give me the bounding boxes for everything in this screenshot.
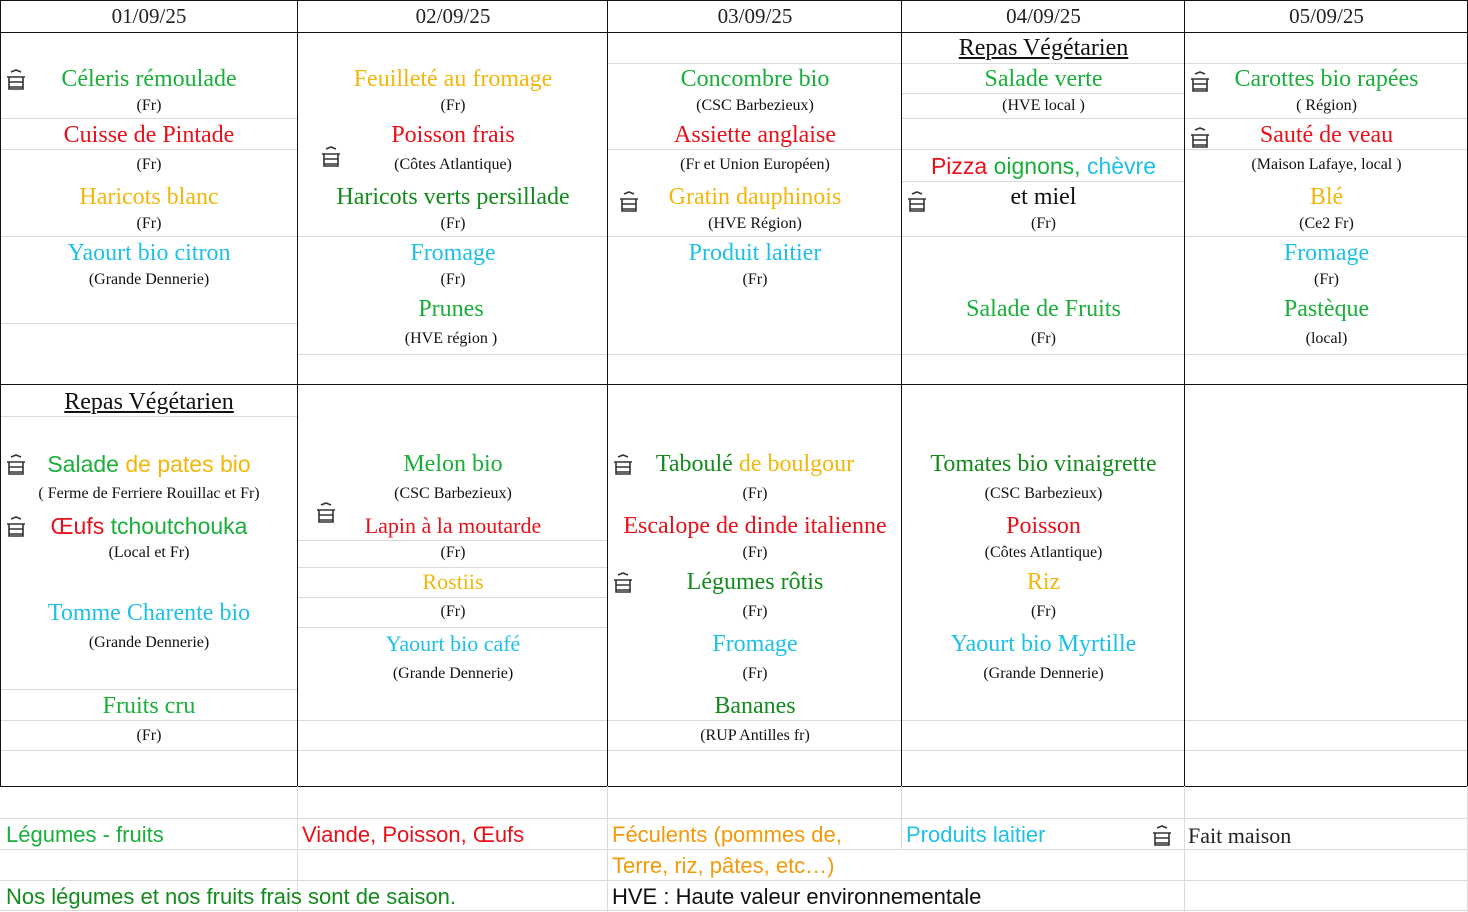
menu-dish: Légumes rôtis bbox=[686, 569, 824, 595]
menu-dish bbox=[0, 511, 298, 541]
date-header: 01/09/25 bbox=[111, 4, 187, 28]
cooking-pot-icon bbox=[1151, 825, 1173, 847]
dish-origin: (Fr) bbox=[1031, 603, 1056, 620]
dish-part-pizza: Pizza bbox=[930, 153, 988, 179]
menu-dish: Produit laitier bbox=[688, 240, 822, 266]
date-header: 05/09/25 bbox=[1289, 4, 1364, 28]
legend-starch-cont: Terre, riz, pâtes, etc…) bbox=[612, 853, 835, 878]
date-header: 03/09/25 bbox=[717, 4, 793, 28]
dish-origin: ( Ferme de Ferriere Rouillac et Fr) bbox=[38, 485, 260, 502]
menu-dish bbox=[608, 449, 902, 479]
dish-origin: (Fr) bbox=[1314, 271, 1339, 288]
dish-origin: (Fr) bbox=[1031, 330, 1056, 347]
dish-origin: (Fr) bbox=[136, 156, 162, 173]
dish-origin: (Grande Dennerie) bbox=[392, 665, 514, 682]
dish-origin: (RUP Antilles fr) bbox=[700, 727, 810, 744]
dish-origin: (Fr) bbox=[1031, 215, 1056, 232]
menu-dish: Fromage bbox=[410, 240, 496, 266]
menu-dish: Melon bio bbox=[403, 451, 503, 477]
menu-dish: Poisson bbox=[1006, 513, 1081, 539]
menu-dish: Bananes bbox=[714, 693, 796, 719]
dish-origin: (local) bbox=[1305, 330, 1348, 347]
dish-origin: (Fr) bbox=[440, 271, 466, 288]
menu-dish: Tomates bio vinaigrette bbox=[930, 451, 1157, 477]
dish-origin: (Fr) bbox=[440, 215, 466, 232]
dish-origin: (Côtes Atlantique) bbox=[394, 156, 512, 173]
season-note: Nos légumes et nos fruits frais sont de saison. bbox=[6, 884, 456, 909]
dish-origin: (CSC Barbezieux) bbox=[696, 97, 814, 114]
legend-starch: Féculents (pommes de, bbox=[612, 822, 842, 847]
menu-dish bbox=[0, 449, 298, 479]
dish-part-pasta: de pates bio bbox=[125, 451, 251, 477]
menu-dish: Prunes bbox=[418, 296, 484, 322]
hve-note: HVE : Haute valeur environnementale bbox=[612, 884, 982, 909]
menu-dish: Salade verte bbox=[984, 66, 1103, 92]
menu-dish: Tomme Charente bio bbox=[47, 600, 251, 626]
legend-meat: Viande, Poisson, Œufs bbox=[302, 822, 525, 847]
dish-origin: (Ce2 Fr) bbox=[1299, 215, 1354, 232]
menu-dish: Feuilleté au fromage bbox=[353, 66, 553, 92]
dish-origin: (Local et Fr) bbox=[108, 544, 190, 561]
vegetarian-meal-title: Repas Végétarien bbox=[64, 389, 234, 415]
dish-part-eggs: Œufs bbox=[50, 513, 105, 539]
menu-dish: Carottes bio rapées bbox=[1234, 66, 1419, 92]
dish-part-goat-cheese: chèvre bbox=[1086, 153, 1157, 179]
dish-part-tchoutchouka: tchoutchouka bbox=[110, 513, 248, 539]
menu-dish: Fromage bbox=[712, 631, 798, 657]
menu-dish: Yaourt bio café bbox=[385, 631, 521, 656]
menu-dish: Cuisse de Pintade bbox=[63, 122, 235, 148]
menu-dish: Haricots blanc bbox=[79, 184, 219, 210]
menu-dish: Escalope de dinde italienne bbox=[623, 513, 887, 539]
dish-origin: (Fr) bbox=[742, 603, 768, 620]
menu-dish: Assiette anglaise bbox=[674, 122, 836, 148]
dish-part-onions: oignons, bbox=[993, 153, 1081, 179]
dish-part-taboule: Taboulé bbox=[655, 451, 733, 477]
menu-dish: Salade de Fruits bbox=[966, 296, 1121, 322]
vegetarian-meal-title: Repas Végétarien bbox=[958, 35, 1129, 61]
menu-dish: Riz bbox=[1026, 569, 1061, 595]
dish-origin: (HVE région ) bbox=[404, 330, 498, 347]
dish-origin: (Fr) bbox=[742, 544, 768, 561]
legend-vegetables: Légumes - fruits bbox=[6, 822, 164, 847]
menu-dish: Blé bbox=[1309, 184, 1344, 210]
dish-origin: (Fr) bbox=[440, 544, 466, 561]
dish-origin: (Grande Dennerie) bbox=[983, 665, 1104, 682]
menu-dish: Yaourt bio Myrtille bbox=[950, 631, 1137, 657]
dish-origin: (Fr) bbox=[440, 603, 466, 620]
menu-dish: Yaourt bio citron bbox=[67, 240, 231, 266]
dish-origin: (Fr et Union Européen) bbox=[680, 156, 830, 173]
menu-dish: Poisson frais bbox=[391, 122, 515, 148]
menu-dish bbox=[902, 151, 1185, 181]
dish-origin: (Fr) bbox=[136, 727, 162, 744]
menu-dish: Lapin à la moutarde bbox=[364, 513, 542, 538]
dish-origin: (Fr) bbox=[136, 215, 162, 232]
menu-dish: Fromage bbox=[1283, 240, 1370, 266]
menu-dish: Haricots verts persillade bbox=[336, 184, 570, 210]
dish-origin: (CSC Barbezieux) bbox=[984, 485, 1103, 502]
menu-dish: Sauté de veau bbox=[1259, 122, 1394, 148]
dish-origin: (HVE local ) bbox=[1002, 97, 1085, 114]
dish-origin: (Grande Dennerie) bbox=[88, 634, 210, 651]
dish-origin: (HVE Région) bbox=[708, 215, 802, 232]
dish-origin: (Côtes Atlantique) bbox=[984, 544, 1103, 561]
dish-origin: (Fr) bbox=[136, 97, 162, 114]
menu-dish: Pastèque bbox=[1283, 296, 1370, 322]
date-header: 04/09/25 bbox=[1006, 4, 1081, 28]
dish-origin: (Fr) bbox=[742, 665, 768, 682]
dish-origin: (Grande Dennerie) bbox=[88, 271, 210, 288]
menu-dish: Céleris rémoulade bbox=[61, 66, 237, 92]
legend-homemade: Fait maison bbox=[1188, 823, 1292, 848]
dish-origin: (Fr) bbox=[440, 97, 466, 114]
menu-dish: et miel bbox=[1010, 184, 1077, 210]
dish-origin: ( Région) bbox=[1296, 97, 1357, 114]
dish-part-salad: Salade bbox=[47, 451, 119, 477]
dish-origin: (Maison Lafaye, local ) bbox=[1251, 156, 1402, 173]
menu-dish: Concombre bio bbox=[680, 66, 830, 92]
dish-origin: (Fr) bbox=[742, 485, 768, 502]
dish-part-bulgur: de boulgour bbox=[738, 451, 855, 477]
legend-dairy: Produits laitier bbox=[906, 822, 1046, 847]
menu-dish: Gratin dauphinois bbox=[668, 184, 842, 210]
date-header: 02/09/25 bbox=[415, 4, 491, 28]
menu-dish: Fruits cru bbox=[102, 693, 196, 719]
menu-dish: Rostiis bbox=[422, 569, 484, 594]
dish-origin: (CSC Barbezieux) bbox=[394, 485, 512, 502]
dish-origin: (Fr) bbox=[742, 271, 768, 288]
